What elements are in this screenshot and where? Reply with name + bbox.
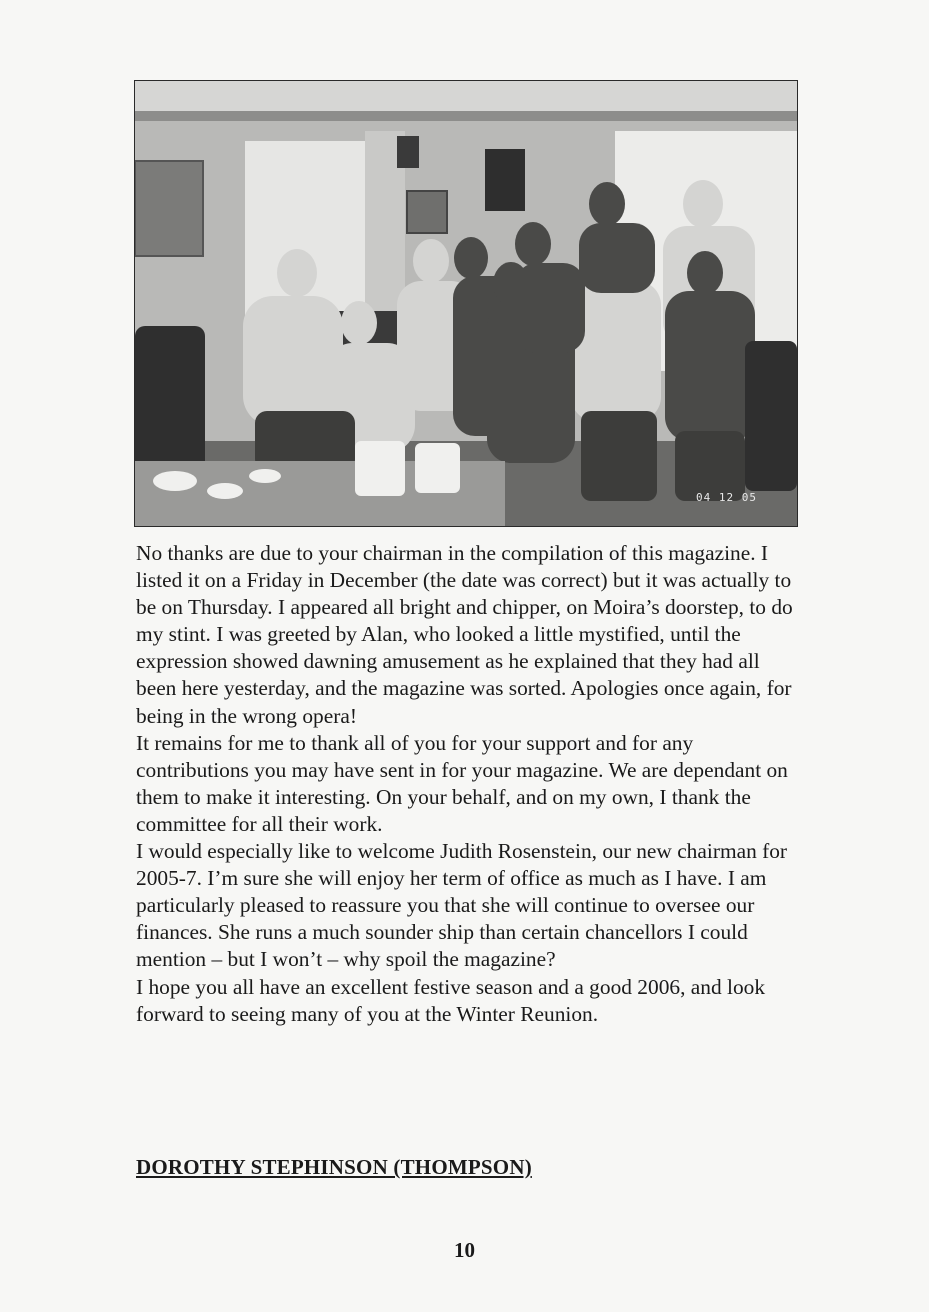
page-number: 10 — [454, 1238, 475, 1262]
article-body — [136, 540, 804, 1028]
photo-date-stamp: 04 12 05 — [696, 491, 757, 504]
paragraph: I hope you all have an excellent festive season and a good 2006, and look forward to seeing many of you at the Winter Reunion. — [136, 974, 766, 1026]
paragraph: It remains for me to thank all of you for your support and for any contributions you may have sent in for your magazine. We are dependant on them to make it interesting. On your behalf, and on my own, I thank the committee for all their work. — [136, 730, 788, 836]
paragraph: I would especially like to welcome Judith Rosenstein, our new chairman for 2005-7. I’m sure she will enjoy her term of office as much as I have. I am particularly pleased to reassure you that she will continue to oversee our finances. She runs a much sounder ship than certain chancellors I could mention – but I won’t – why spoil the magazine? — [136, 839, 788, 972]
group-photo — [134, 80, 798, 527]
author-signature: DOROTHY STEPHINSON (THOMPSON) — [136, 1155, 532, 1179]
paragraph: No thanks are due to your chairman in the compilation of this magazine. I listed it on a Friday in December (the date was correct) but it was actually to be on Thursday. I appeared all bright and chipper, on Moira’s doorstep, to do my stint. I was greeted by Alan, who looked a little mystified, until the expression showed dawning amusement as he explained that they had all been here yesterday, and the magazine was sorted. Apologies once again, for being in the wrong opera! — [136, 541, 793, 728]
group-photo-illustration — [135, 81, 797, 526]
